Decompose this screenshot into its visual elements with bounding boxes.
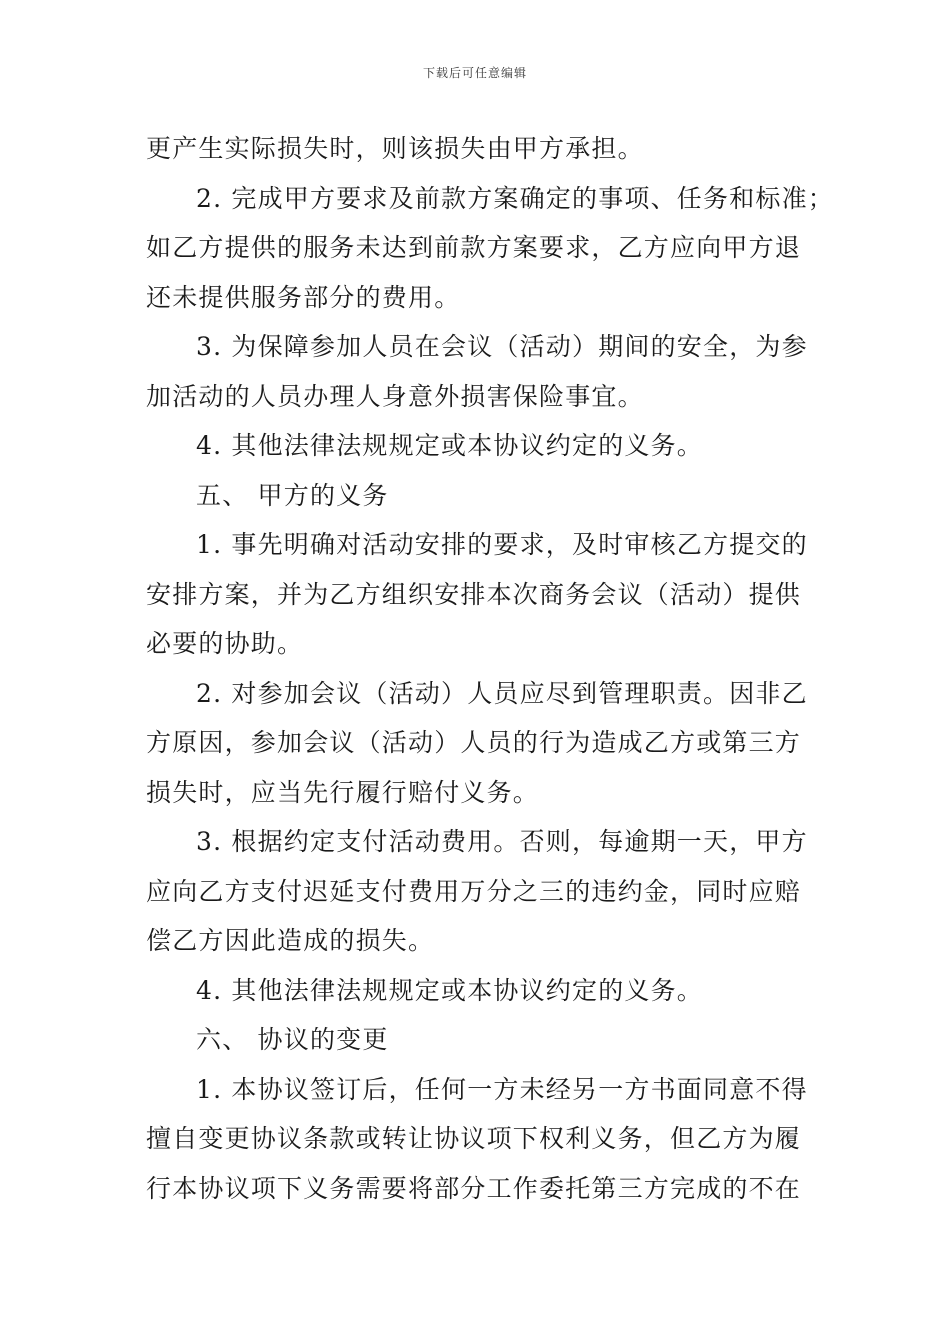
text-line: 3. 根据约定支付活动费用。否则，每逾期一天，甲方	[196, 827, 808, 856]
text-line: 4. 其他法律法规规定或本协议约定的义务。	[196, 975, 704, 1005]
text-line: 3. 为保障参加人员在会议（活动）期间的安全，为参	[196, 332, 808, 361]
text-line: 应向乙方支付迟延支付费用万分之三的违约金，同时应赔	[146, 876, 802, 906]
text-line: 方原因，参加会议（活动）人员的行为造成乙方或第三方	[146, 728, 802, 757]
text-line: 更产生实际损失时，则该损失由甲方承担。	[146, 134, 644, 163]
text-line: 安排方案，并为乙方组织安排本次商务会议（活动）提供	[146, 579, 802, 609]
text-line: 加活动的人员办理人身意外损害保险事宜。	[146, 381, 644, 411]
text-line: 1. 事先明确对活动安排的要求，及时审核乙方提交的	[196, 530, 808, 559]
section-heading: 五、 甲方的义务	[196, 480, 389, 510]
text-line: 损失时，应当先行履行赔付义务。	[146, 777, 540, 807]
text-line: 2. 对参加会议（活动）人员应尽到管理职责。因非乙	[196, 678, 808, 708]
section-heading: 六、 协议的变更	[196, 1025, 389, 1054]
text-line: 2. 完成甲方要求及前款方案确定的事项、任务和标准；	[196, 183, 835, 213]
text-line: 行本协议项下义务需要将部分工作委托第三方完成的不在	[146, 1173, 802, 1203]
text-line: 1. 本协议签订后，任何一方未经另一方书面同意不得	[196, 1074, 808, 1104]
text-line: 还未提供服务部分的费用。	[146, 282, 461, 312]
page-header: 下载后可任意编辑	[422, 66, 527, 80]
text-line: 如乙方提供的服务未达到前款方案要求，乙方应向甲方退	[146, 233, 802, 262]
text-line: 擅自变更协议条款或转让协议项下权利义务，但乙方为履	[146, 1124, 802, 1153]
text-line: 必要的协助。	[146, 629, 304, 658]
text-line: 偿乙方因此造成的损失。	[146, 926, 435, 955]
document-body	[146, 124, 835, 1213]
text-line: 4. 其他法律法规规定或本协议约定的义务。	[196, 431, 704, 460]
